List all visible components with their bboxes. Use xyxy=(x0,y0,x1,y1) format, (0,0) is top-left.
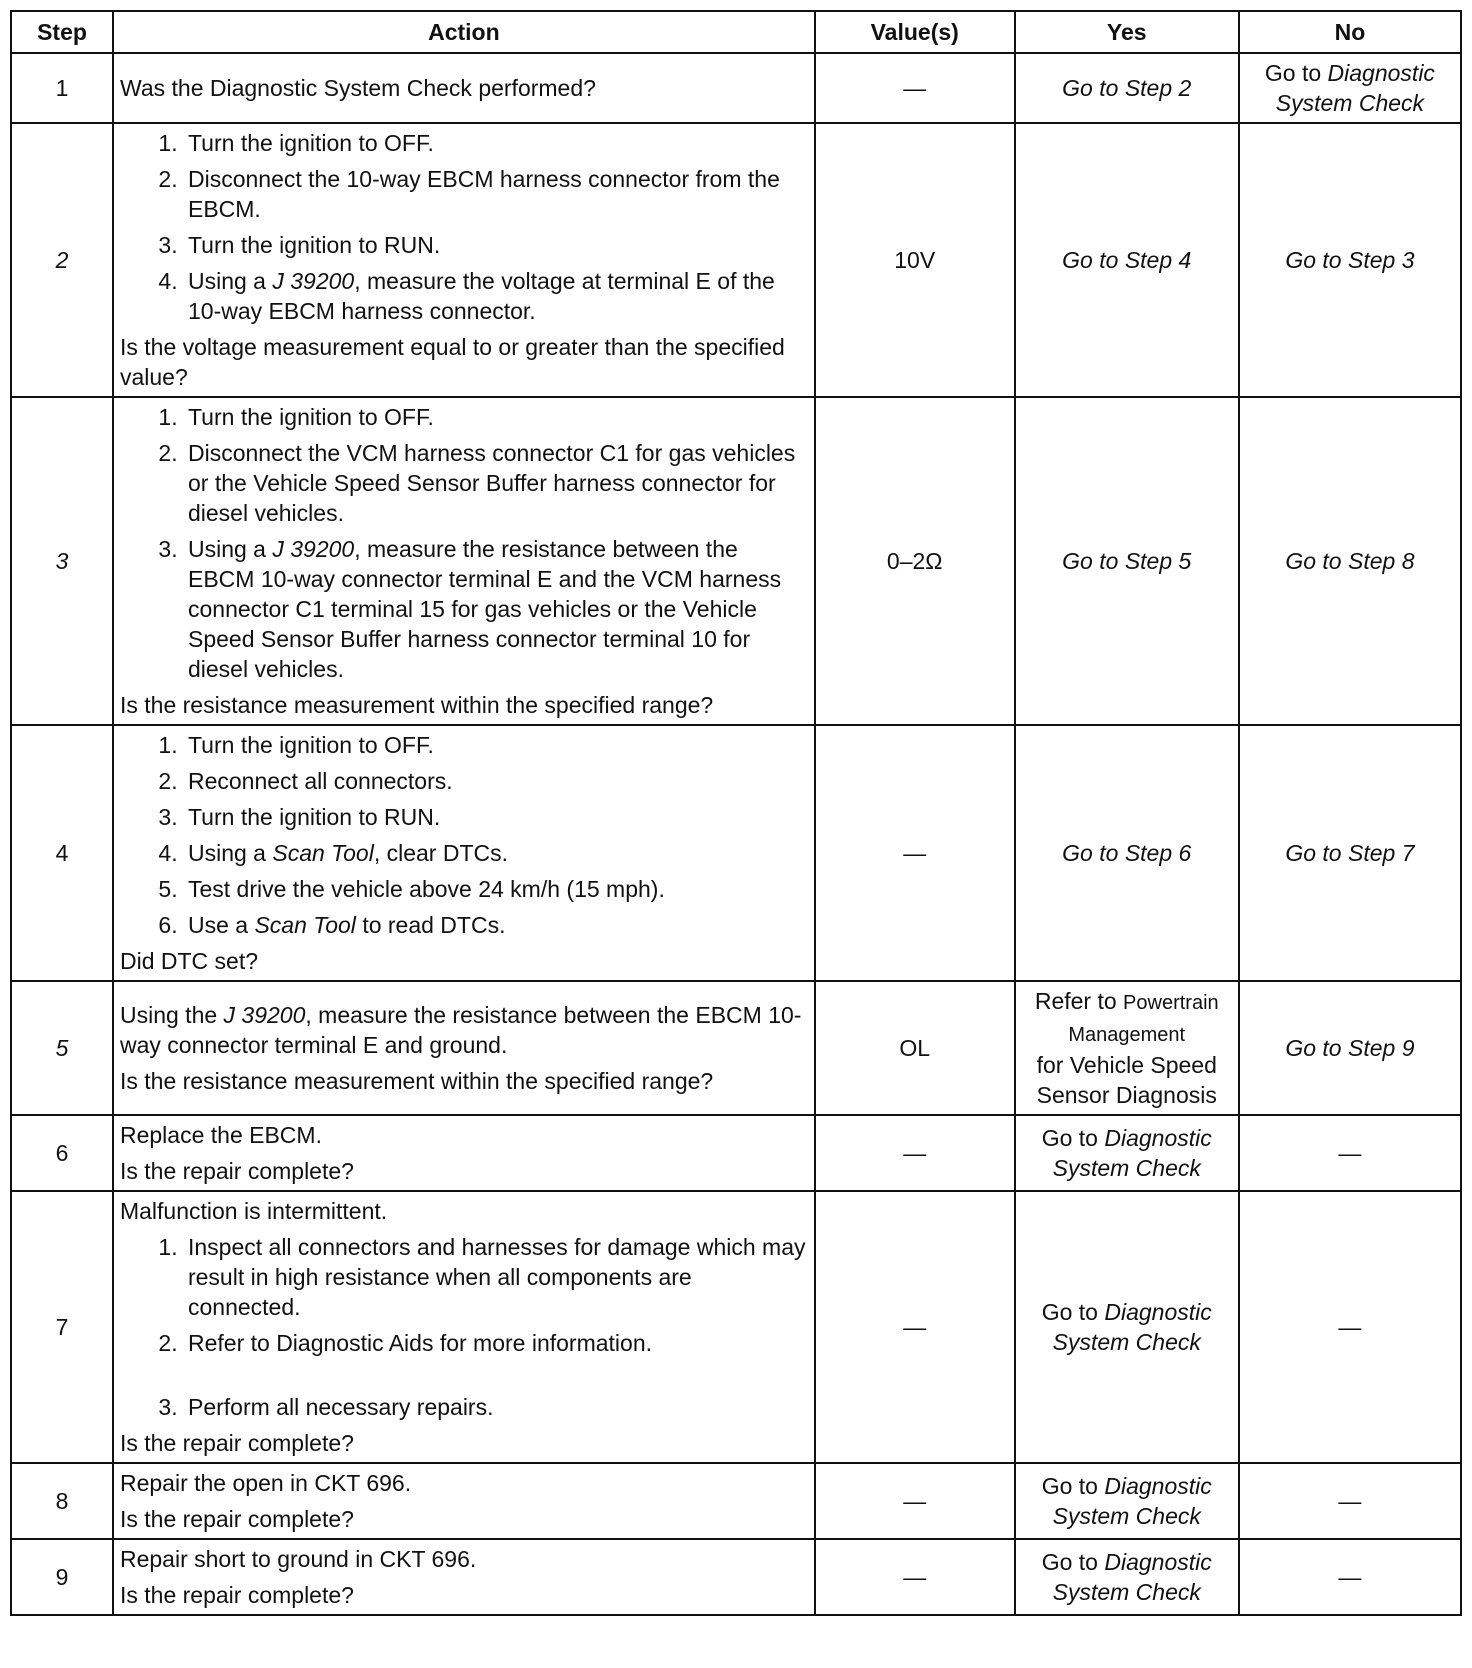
yes-prefix: Go to xyxy=(1041,1299,1098,1325)
yes-manual-ref: Powertrain Management xyxy=(1068,992,1219,1046)
no-link: Diagnostic System Check xyxy=(1275,60,1435,116)
step-text: Using a xyxy=(187,536,266,562)
action-question: Did DTC set? xyxy=(119,948,259,974)
step-text: Using a xyxy=(187,840,266,866)
yes-prefix: Go to xyxy=(1041,1473,1098,1499)
no-cell: — xyxy=(1239,1115,1461,1191)
action-lead: Malfunction is intermittent. xyxy=(119,1198,388,1224)
step-text: , measure the voltage at terminal E of the 10-way EBCM harness connector. xyxy=(187,268,775,324)
step-number: 1 xyxy=(11,53,113,123)
value-cell: — xyxy=(815,1191,1015,1463)
yes-link: Diagnostic System Check xyxy=(1052,1549,1212,1605)
action-question: Is the repair complete? xyxy=(119,1582,354,1608)
action-step-item: 1. Turn the ignition to OFF. xyxy=(184,730,808,760)
no-cell: Go to Step 9 xyxy=(1239,981,1461,1115)
header-row xyxy=(11,11,1461,53)
action-step-item xyxy=(184,534,808,684)
no-cell xyxy=(1239,53,1461,123)
header-yes: Yes xyxy=(1015,11,1239,53)
no-prefix: Go to xyxy=(1264,60,1322,86)
step-text: , measure the resistance between the EBCM 10-way connector terminal E and ground. xyxy=(119,1002,802,1058)
step-number: 3 xyxy=(11,397,113,725)
action-step-item: 2. Disconnect the 10-way EBCM harness connector from the EBCM. xyxy=(184,164,808,224)
yes-link: Diagnostic System Check xyxy=(1052,1473,1212,1529)
value-cell: — xyxy=(815,53,1015,123)
value-cell: 10V xyxy=(815,123,1015,397)
no-cell: — xyxy=(1239,1191,1461,1463)
tool-name: J 39200 xyxy=(223,1002,306,1028)
header-values: Value(s) xyxy=(815,11,1015,53)
step-text: Use a xyxy=(187,912,249,938)
action-cell xyxy=(113,1191,815,1463)
value-cell: — xyxy=(815,1463,1015,1539)
step-number: 7 xyxy=(11,1191,113,1463)
action-step-item: 2. Refer to Diagnostic Aids for more information. xyxy=(184,1328,808,1358)
action-question: Was the Diagnostic System Check performed? xyxy=(119,75,596,101)
no-cell: — xyxy=(1239,1463,1461,1539)
diagnostic-table xyxy=(10,10,1462,1616)
yes-cell: Go to Step 2 xyxy=(1015,53,1239,123)
action-step-item: 1. Inspect all connectors and harnesses for damage which may result in high resistance when all components are connected. xyxy=(184,1232,808,1322)
value-cell: OL xyxy=(815,981,1015,1115)
no-cell: Go to Step 7 xyxy=(1239,725,1461,981)
yes-prefix: Go to xyxy=(1041,1125,1098,1151)
action-lead: Replace the EBCM. xyxy=(119,1122,322,1148)
table-row xyxy=(11,1463,1461,1539)
action-lead: Repair the open in CKT 696. xyxy=(119,1470,412,1496)
yes-prefix: Go to xyxy=(1041,1549,1098,1575)
no-cell: Go to Step 8 xyxy=(1239,397,1461,725)
yes-cell xyxy=(1015,1191,1239,1463)
yes-cell xyxy=(1015,1115,1239,1191)
yes-cell xyxy=(1015,1463,1239,1539)
value-cell: — xyxy=(815,1539,1015,1615)
header-action: Action xyxy=(113,11,815,53)
yes-cell xyxy=(1015,981,1239,1115)
table-row xyxy=(11,123,1461,397)
step-text: Using a xyxy=(187,268,266,294)
action-question: Is the repair complete? xyxy=(119,1158,354,1184)
yes-link: Diagnostic System Check xyxy=(1052,1299,1212,1355)
value-cell: 0–2Ω xyxy=(815,397,1015,725)
action-step-item xyxy=(184,910,808,940)
step-number: 8 xyxy=(11,1463,113,1539)
yes-cell: Go to Step 4 xyxy=(1015,123,1239,397)
step-number: 9 xyxy=(11,1539,113,1615)
action-steps xyxy=(120,128,808,326)
tool-name: Scan Tool xyxy=(254,912,356,938)
value-cell: — xyxy=(815,1115,1015,1191)
tool-name: Scan Tool xyxy=(272,840,374,866)
action-step-item: 3. Perform all necessary repairs. xyxy=(184,1392,808,1422)
action-step-item: 3. Turn the ignition to RUN. xyxy=(184,230,808,260)
step-text: to read DTCs. xyxy=(362,912,506,938)
step-number: 5 xyxy=(11,981,113,1115)
yes-cell xyxy=(1015,1539,1239,1615)
yes-cell: Go to Step 6 xyxy=(1015,725,1239,981)
header-no: No xyxy=(1239,11,1461,53)
yes-cell: Go to Step 5 xyxy=(1015,397,1239,725)
table-row xyxy=(11,397,1461,725)
action-step-item: 1. Turn the ignition to OFF. xyxy=(184,128,808,158)
yes-refer: Refer to xyxy=(1034,988,1117,1014)
action-question: Is the voltage measurement equal to or greater than the specified value? xyxy=(119,334,785,390)
action-step-item: 5. Test drive the vehicle above 24 km/h (15 mph). xyxy=(184,874,808,904)
action-question: Is the resistance measurement within the specified range? xyxy=(119,692,714,718)
yes-tail: for Vehicle Speed Sensor Diagnosis xyxy=(1036,1052,1217,1108)
action-cell xyxy=(113,1115,815,1191)
table-row xyxy=(11,1115,1461,1191)
action-cell xyxy=(113,123,815,397)
tool-name: J 39200 xyxy=(272,536,355,562)
action-step-item: 1. Turn the ignition to OFF. xyxy=(184,402,808,432)
step-text: , clear DTCs. xyxy=(373,840,508,866)
step-text: Using the xyxy=(119,1002,218,1028)
no-cell: — xyxy=(1239,1539,1461,1615)
table-row xyxy=(11,981,1461,1115)
action-cell xyxy=(113,1463,815,1539)
action-question: Is the repair complete? xyxy=(119,1506,354,1532)
action-steps xyxy=(120,402,808,684)
action-cell xyxy=(113,397,815,725)
table-row xyxy=(11,1539,1461,1615)
value-cell: — xyxy=(815,725,1015,981)
action-cell xyxy=(113,981,815,1115)
action-steps xyxy=(120,1232,808,1422)
action-cell xyxy=(113,53,815,123)
step-text: , measure the resistance between the EBCM 10-way connector terminal E and the VCM harness connector C1 terminal 15 for gas vehicles or the Vehicle Speed Sensor Buffer harness connector terminal 10 for diesel vehicles. xyxy=(187,536,782,682)
action-step-item: 2. Reconnect all connectors. xyxy=(184,766,808,796)
action-step-item: 2. Disconnect the VCM harness connector C1 for gas vehicles or the Vehicle Speed Sensor Buffer harness connector for diesel vehicles. xyxy=(184,438,808,528)
header-step: Step xyxy=(11,11,113,53)
action-question: Is the resistance measurement within the specified range? xyxy=(119,1068,714,1094)
action-cell xyxy=(113,1539,815,1615)
action-steps xyxy=(120,730,808,940)
table-row xyxy=(11,53,1461,123)
step-number: 2 xyxy=(11,123,113,397)
action-step-item xyxy=(184,266,808,326)
action-lead: Repair short to ground in CKT 696. xyxy=(119,1546,477,1572)
action-question: Is the repair complete? xyxy=(119,1430,354,1456)
action-cell xyxy=(113,725,815,981)
table-row xyxy=(11,725,1461,981)
action-lead xyxy=(120,1000,808,1060)
step-number: 4 xyxy=(11,725,113,981)
table-row xyxy=(11,1191,1461,1463)
no-cell: Go to Step 3 xyxy=(1239,123,1461,397)
action-step-item xyxy=(184,838,808,868)
action-step-item: 3. Turn the ignition to RUN. xyxy=(184,802,808,832)
step-number: 6 xyxy=(11,1115,113,1191)
yes-link: Diagnostic System Check xyxy=(1052,1125,1212,1181)
tool-name: J 39200 xyxy=(272,268,355,294)
